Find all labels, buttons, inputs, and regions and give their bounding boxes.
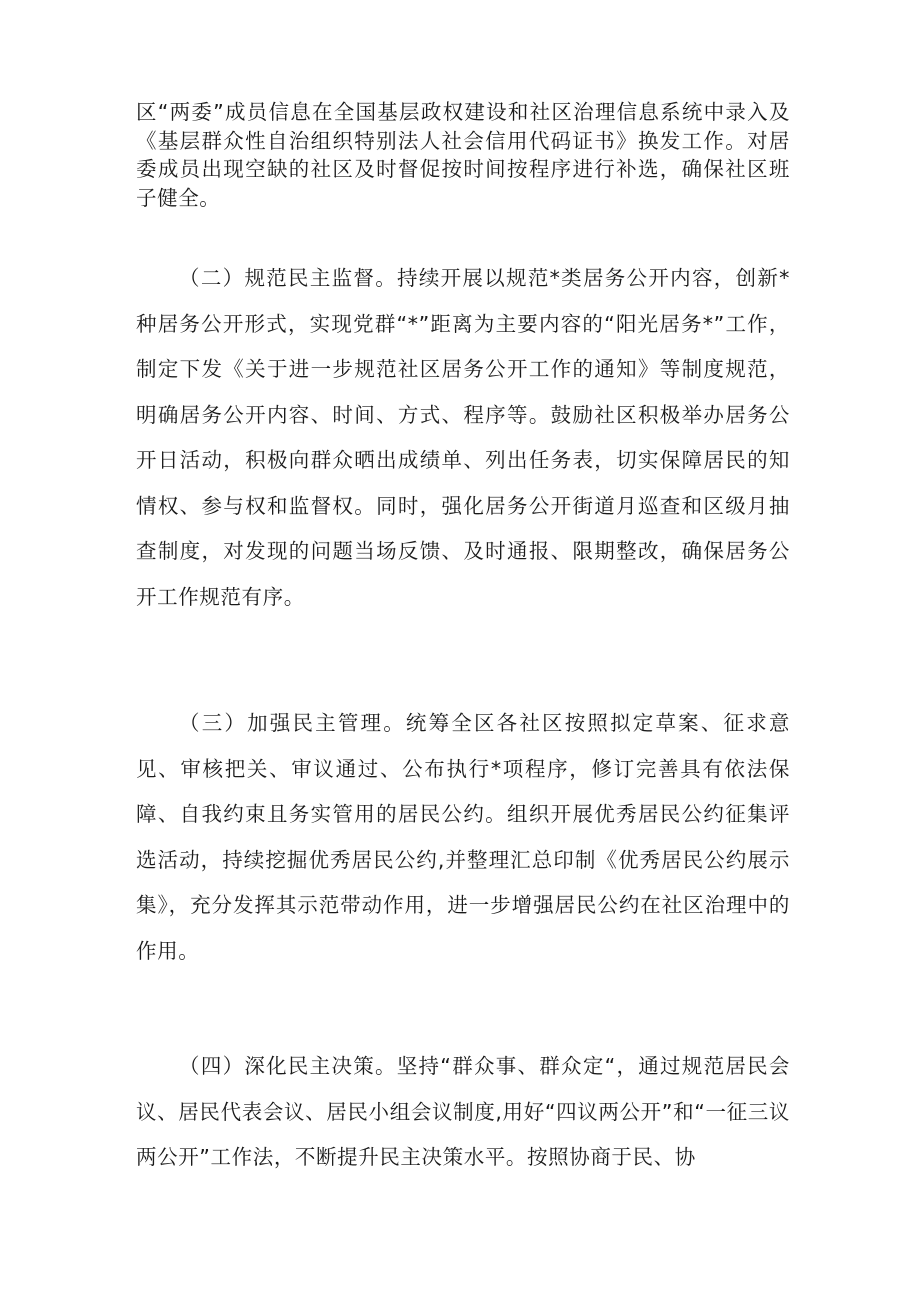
paragraph-democratic-management: （三）加强民主管理。统筹全区各社区按照拟定草案、征求意见、审核把关、审议通过、公布执行*项程序，修订完善具有依法保障、自我约束且务实管用的居民公约。组织开展优秀居民公约征集评选活动，持续挖掘优秀居民公约,并整理汇总印制《优秀居民公约展示集》，充分发挥其示范带动作用，进一步增强居民公约在社区治理中的作用。: [136, 711, 790, 963]
paragraph-intro: 区“两委”成员信息在全国基层政权建设和社区治理信息系统中录入及《基层群众性自治组织特别法人社会信用代码证书》换发工作。对居委成员出现空缺的社区及时督促按时间按程序进行补选，确保社区班子健全。: [136, 100, 790, 210]
document-page: [136, 98, 790, 1169]
paragraph-democratic-decision: （四）深化民主决策。坚持“群众事、群众定“，通过规范居民会议、居民代表会议、居民小组会议制度,用好“四议两公开”和“一征三议两公开”工作法，不断提升民主决策水平。按照协商于民、协: [136, 1054, 790, 1169]
paragraph-democratic-supervision: （二）规范民主监督。持续开展以规范*类居务公开内容，创新*种居务公开形式，实现党群“*”距离为主要内容的“阳光居务*”工作，制定下发《关于进一步规范社区居务公开工作的通知》等制度规范，明确居务公开内容、时间、方式、程序等。鼓励社区积极举办居务公开日活动，积极向群众晒出成绩单、列出任务表，切实保障居民的知情权、参与权和监督权。同时，强化居务公开街道月巡查和区级月抽查制度，对发现的问题当场反馈、及时通报、限期整改，确保居务公开工作规范有序。: [136, 266, 790, 609]
